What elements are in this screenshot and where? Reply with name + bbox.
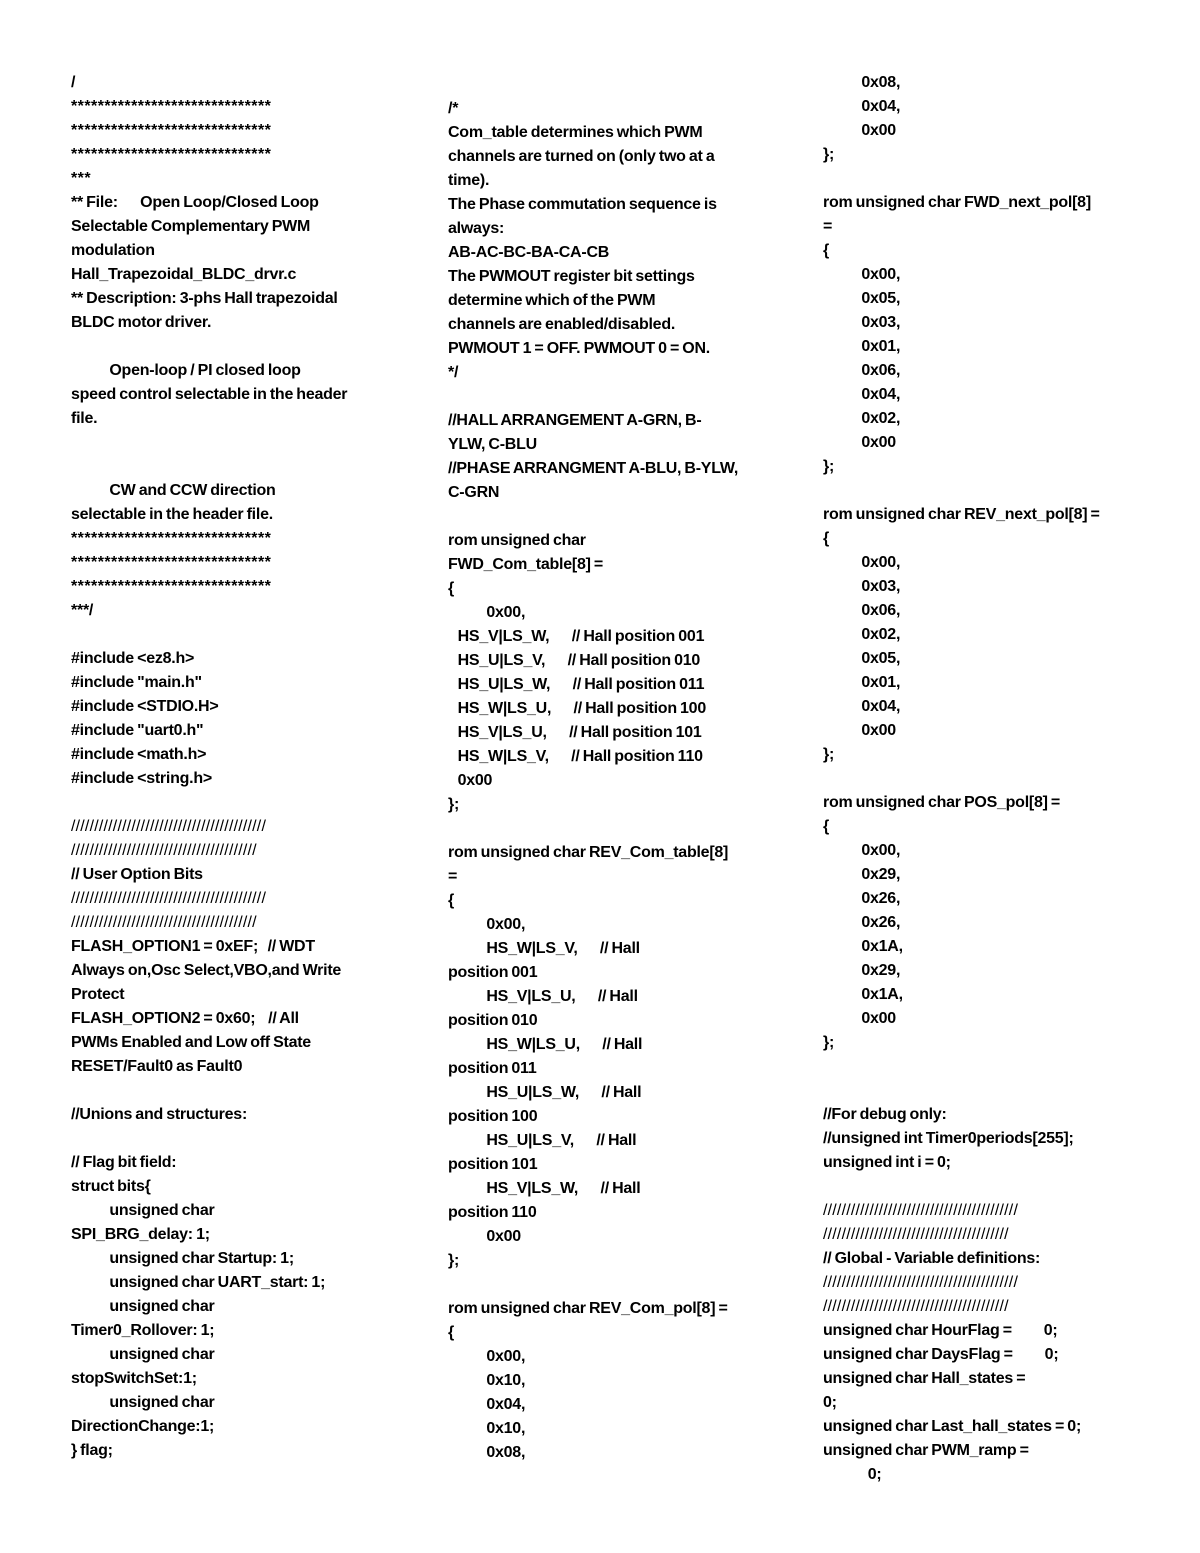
code-line: //unsigned int Timer0periods[255]; bbox=[823, 1130, 1074, 1147]
code-line: // User Option Bits bbox=[71, 866, 203, 883]
code-line: 0; bbox=[823, 1466, 882, 1483]
code-line: #include "uart0.h" bbox=[71, 722, 204, 739]
code-line: unsigned char Startup: 1; bbox=[71, 1250, 294, 1267]
code-line: speed control selectable in the header bbox=[71, 386, 348, 403]
code-line: HS_V|LS_W, // Hall bbox=[448, 1180, 641, 1197]
code-line: HS_W|LS_U, // Hall position 100 bbox=[448, 700, 706, 717]
code-line: #include <ez8.h> bbox=[71, 650, 195, 667]
code-line bbox=[823, 1055, 1135, 1079]
code-line: //////////////////////////////////////// bbox=[71, 842, 257, 859]
code-line: position 001 bbox=[448, 964, 538, 981]
code-line: PWMOUT 1 = OFF. PWMOUT 0 = ON. bbox=[448, 340, 710, 357]
code-line: Open-loop / PI closed loop bbox=[71, 362, 301, 379]
code-line: time). bbox=[448, 172, 490, 189]
code-line: always: bbox=[448, 220, 505, 237]
code-line: unsigned char Last_hall_states = 0; bbox=[823, 1418, 1082, 1435]
code-line bbox=[823, 479, 1135, 503]
code-line: 0x00, bbox=[823, 842, 901, 859]
code-line: ////////////////////////////////////////// bbox=[71, 818, 267, 835]
code-line bbox=[823, 1079, 1135, 1103]
code-line: position 110 bbox=[448, 1204, 537, 1221]
code-line: HS_V|LS_U, // Hall position 101 bbox=[448, 724, 702, 741]
code-line: unsigned char bbox=[71, 1394, 215, 1411]
code-line: { bbox=[448, 1324, 454, 1341]
code-line: #include <math.h> bbox=[71, 746, 207, 763]
code-line: ***/ bbox=[71, 602, 94, 619]
code-line: // Global - Variable definitions: bbox=[823, 1250, 1041, 1267]
code-line: RESET/Fault0 as Fault0 bbox=[71, 1058, 243, 1075]
text-column-left bbox=[71, 71, 383, 1463]
code-line: unsigned char DaysFlag = 0; bbox=[823, 1346, 1059, 1363]
code-line: //Unions and structures: bbox=[71, 1106, 248, 1123]
code-line: rom unsigned char REV_Com_pol[8] = bbox=[448, 1300, 728, 1317]
code-line: ****************************** bbox=[71, 530, 272, 547]
code-line: unsigned char PWM_ramp = bbox=[823, 1442, 1029, 1459]
code-line: AB-AC-BC-BA-CA-CB bbox=[448, 244, 610, 261]
code-line: //////////////////////////////////////// bbox=[71, 914, 257, 931]
code-line: DirectionChange:1; bbox=[71, 1418, 215, 1435]
code-line: Com_table determines which PWM bbox=[448, 124, 703, 141]
code-line: } flag; bbox=[71, 1442, 113, 1459]
code-line: PWMs Enabled and Low off State bbox=[71, 1034, 311, 1051]
code-line: 0x00 bbox=[823, 434, 896, 451]
code-line: 0x05, bbox=[823, 290, 901, 307]
code-line: position 010 bbox=[448, 1012, 538, 1029]
code-line: HS_U|LS_W, // Hall position 011 bbox=[448, 676, 705, 693]
code-line: stopSwitchSet:1; bbox=[71, 1370, 197, 1387]
code-line bbox=[448, 1273, 760, 1297]
code-line: rom unsigned char POS_pol[8] = bbox=[823, 794, 1060, 811]
code-line: 0x03, bbox=[823, 314, 901, 331]
code-line bbox=[823, 1175, 1135, 1199]
code-line: modulation bbox=[71, 242, 155, 259]
code-line: HS_U|LS_V, // Hall bbox=[448, 1132, 637, 1149]
code-line: The PWMOUT register bit settings bbox=[448, 268, 695, 285]
code-line: { bbox=[448, 580, 454, 597]
code-line: */ bbox=[448, 364, 459, 381]
code-line: CW and CCW direction bbox=[71, 482, 276, 499]
code-line: }; bbox=[823, 458, 835, 475]
code-line: //For debug only: bbox=[823, 1106, 947, 1123]
code-line bbox=[71, 335, 383, 359]
code-line: unsigned char Hall_states = bbox=[823, 1370, 1026, 1387]
text-column-right bbox=[823, 71, 1135, 1487]
code-line bbox=[71, 1127, 383, 1151]
code-line: SPI_BRG_delay: 1; bbox=[71, 1226, 210, 1243]
code-line bbox=[71, 1079, 383, 1103]
code-line: 0x00 bbox=[448, 772, 493, 789]
code-line: 0x08, bbox=[823, 74, 901, 91]
code-line: //////////////////////////////////////// bbox=[823, 1298, 1009, 1315]
code-line: file. bbox=[71, 410, 98, 427]
code-line: 0x08, bbox=[448, 1444, 526, 1461]
code-line: 0x01, bbox=[823, 674, 901, 691]
code-line bbox=[448, 385, 760, 409]
code-line: position 011 bbox=[448, 1060, 537, 1077]
code-line: HS_V|LS_W, // Hall position 001 bbox=[448, 628, 705, 645]
code-line: 0x26, bbox=[823, 890, 901, 907]
code-line: //HALL ARRANGEMENT A-GRN, B- bbox=[448, 412, 702, 429]
code-line: }; bbox=[448, 796, 460, 813]
code-line bbox=[71, 791, 383, 815]
code-line: 0x26, bbox=[823, 914, 901, 931]
code-line bbox=[71, 431, 383, 455]
code-line: = bbox=[448, 868, 458, 885]
code-line: determine which of the PWM bbox=[448, 292, 656, 309]
code-line bbox=[448, 505, 760, 529]
code-line: ****************************** bbox=[71, 578, 272, 595]
code-line: #include "main.h" bbox=[71, 674, 202, 691]
code-line: FLASH_OPTION1 = 0xEF; // WDT bbox=[71, 938, 315, 955]
code-line: unsigned char bbox=[71, 1346, 215, 1363]
code-line: 0x03, bbox=[823, 578, 901, 595]
code-line: unsigned char UART_start: 1; bbox=[71, 1274, 326, 1291]
code-line: HS_U|LS_W, // Hall bbox=[448, 1084, 642, 1101]
code-line bbox=[71, 455, 383, 479]
code-line: /* bbox=[448, 100, 459, 117]
code-line: = bbox=[823, 218, 833, 235]
code-line: channels are turned on (only two at a bbox=[448, 148, 715, 165]
code-line: }; bbox=[823, 746, 835, 763]
code-line: ////////////////////////////////////////// bbox=[823, 1202, 1019, 1219]
code-line: 0x00, bbox=[448, 916, 526, 933]
code-line: 0x29, bbox=[823, 866, 901, 883]
code-line: 0x00, bbox=[823, 554, 901, 571]
code-line: 0x10, bbox=[448, 1372, 526, 1389]
code-line: unsigned char bbox=[71, 1298, 215, 1315]
code-line: 0x00 bbox=[823, 122, 896, 139]
code-line: { bbox=[448, 892, 454, 909]
code-line: 0x04, bbox=[823, 98, 901, 115]
code-line: rom unsigned char REV_next_pol[8] = bbox=[823, 506, 1100, 523]
code-line: FLASH_OPTION2 = 0x60; // All bbox=[71, 1010, 299, 1027]
code-line: 0x29, bbox=[823, 962, 901, 979]
code-line: rom unsigned char bbox=[448, 532, 586, 549]
code-line: }; bbox=[448, 1252, 460, 1269]
code-line: C-GRN bbox=[448, 484, 500, 501]
code-line: 0x1A, bbox=[823, 938, 903, 955]
code-line: #include <string.h> bbox=[71, 770, 212, 787]
code-line: { bbox=[823, 818, 829, 835]
code-line: *** bbox=[71, 170, 92, 187]
code-line: { bbox=[823, 530, 829, 547]
code-line: HS_W|LS_V, // Hall bbox=[448, 940, 640, 957]
code-line: }; bbox=[823, 146, 835, 163]
code-line: 0x04, bbox=[823, 386, 901, 403]
code-line: //////////////////////////////////////// bbox=[823, 1226, 1009, 1243]
code-line: ////////////////////////////////////////// bbox=[823, 1274, 1019, 1291]
code-line: 0x04, bbox=[823, 698, 901, 715]
code-line: rom unsigned char REV_Com_table[8] bbox=[448, 844, 729, 861]
code-line: HS_V|LS_U, // Hall bbox=[448, 988, 638, 1005]
code-line bbox=[823, 767, 1135, 791]
code-line: 0x00 bbox=[448, 1228, 521, 1245]
code-line: ****************************** bbox=[71, 554, 272, 571]
code-line: BLDC motor driver. bbox=[71, 314, 212, 331]
code-line: 0x1A, bbox=[823, 986, 903, 1003]
code-line: 0x00, bbox=[823, 266, 901, 283]
code-line: ////////////////////////////////////////// bbox=[71, 890, 267, 907]
code-line: HS_W|LS_V, // Hall position 110 bbox=[448, 748, 703, 765]
code-line: #include <STDIO.H> bbox=[71, 698, 219, 715]
code-line: rom unsigned char FWD_next_pol[8] bbox=[823, 194, 1091, 211]
code-line: 0x02, bbox=[823, 626, 901, 643]
code-line: 0x00 bbox=[823, 1010, 896, 1027]
code-line: 0x06, bbox=[823, 362, 901, 379]
code-line: position 101 bbox=[448, 1156, 538, 1173]
code-line: ****************************** bbox=[71, 122, 272, 139]
code-line: // Flag bit field: bbox=[71, 1154, 177, 1171]
code-line bbox=[71, 623, 383, 647]
text-column-middle bbox=[448, 97, 760, 1465]
code-line: channels are enabled/disabled. bbox=[448, 316, 676, 333]
code-line: 0x06, bbox=[823, 602, 901, 619]
code-line: 0x05, bbox=[823, 650, 901, 667]
code-line bbox=[823, 167, 1135, 191]
code-line: ** File: Open Loop/Closed Loop bbox=[71, 194, 319, 211]
code-line: unsigned char bbox=[71, 1202, 215, 1219]
code-line: HS_U|LS_V, // Hall position 010 bbox=[448, 652, 701, 669]
code-line: 0x02, bbox=[823, 410, 901, 427]
code-line: //PHASE ARRANGMENT A-BLU, B-YLW, bbox=[448, 460, 739, 477]
code-line: 0x04, bbox=[448, 1396, 526, 1413]
code-line: Timer0_Rollover: 1; bbox=[71, 1322, 215, 1339]
code-line: }; bbox=[823, 1034, 835, 1051]
code-line: 0x01, bbox=[823, 338, 901, 355]
code-line: / bbox=[71, 74, 76, 91]
code-line: The Phase commutation sequence is bbox=[448, 196, 717, 213]
code-line: 0; bbox=[823, 1394, 837, 1411]
code-line: HS_W|LS_U, // Hall bbox=[448, 1036, 643, 1053]
code-line: 0x10, bbox=[448, 1420, 526, 1437]
code-line: struct bits{ bbox=[71, 1178, 151, 1195]
code-line: Always on,Osc Select,VBO,and Write bbox=[71, 962, 342, 979]
code-line: FWD_Com_table[8] = bbox=[448, 556, 603, 573]
code-line: position 100 bbox=[448, 1108, 538, 1125]
code-line: Hall_Trapezoidal_BLDC_drvr.c bbox=[71, 266, 297, 283]
code-line: Protect bbox=[71, 986, 125, 1003]
code-line: YLW, C-BLU bbox=[448, 436, 537, 453]
code-line: unsigned char HourFlag = 0; bbox=[823, 1322, 1058, 1339]
code-line: selectable in the header file. bbox=[71, 506, 273, 523]
code-line: 0x00, bbox=[448, 604, 526, 621]
code-line bbox=[448, 817, 760, 841]
code-line: ****************************** bbox=[71, 98, 272, 115]
code-line: 0x00 bbox=[823, 722, 896, 739]
code-line: { bbox=[823, 242, 829, 259]
code-line: Selectable Complementary PWM bbox=[71, 218, 311, 235]
code-line: ****************************** bbox=[71, 146, 272, 163]
code-line: ** Description: 3-phs Hall trapezoidal bbox=[71, 290, 338, 307]
code-line: unsigned int i = 0; bbox=[823, 1154, 951, 1171]
code-line: 0x00, bbox=[448, 1348, 526, 1365]
